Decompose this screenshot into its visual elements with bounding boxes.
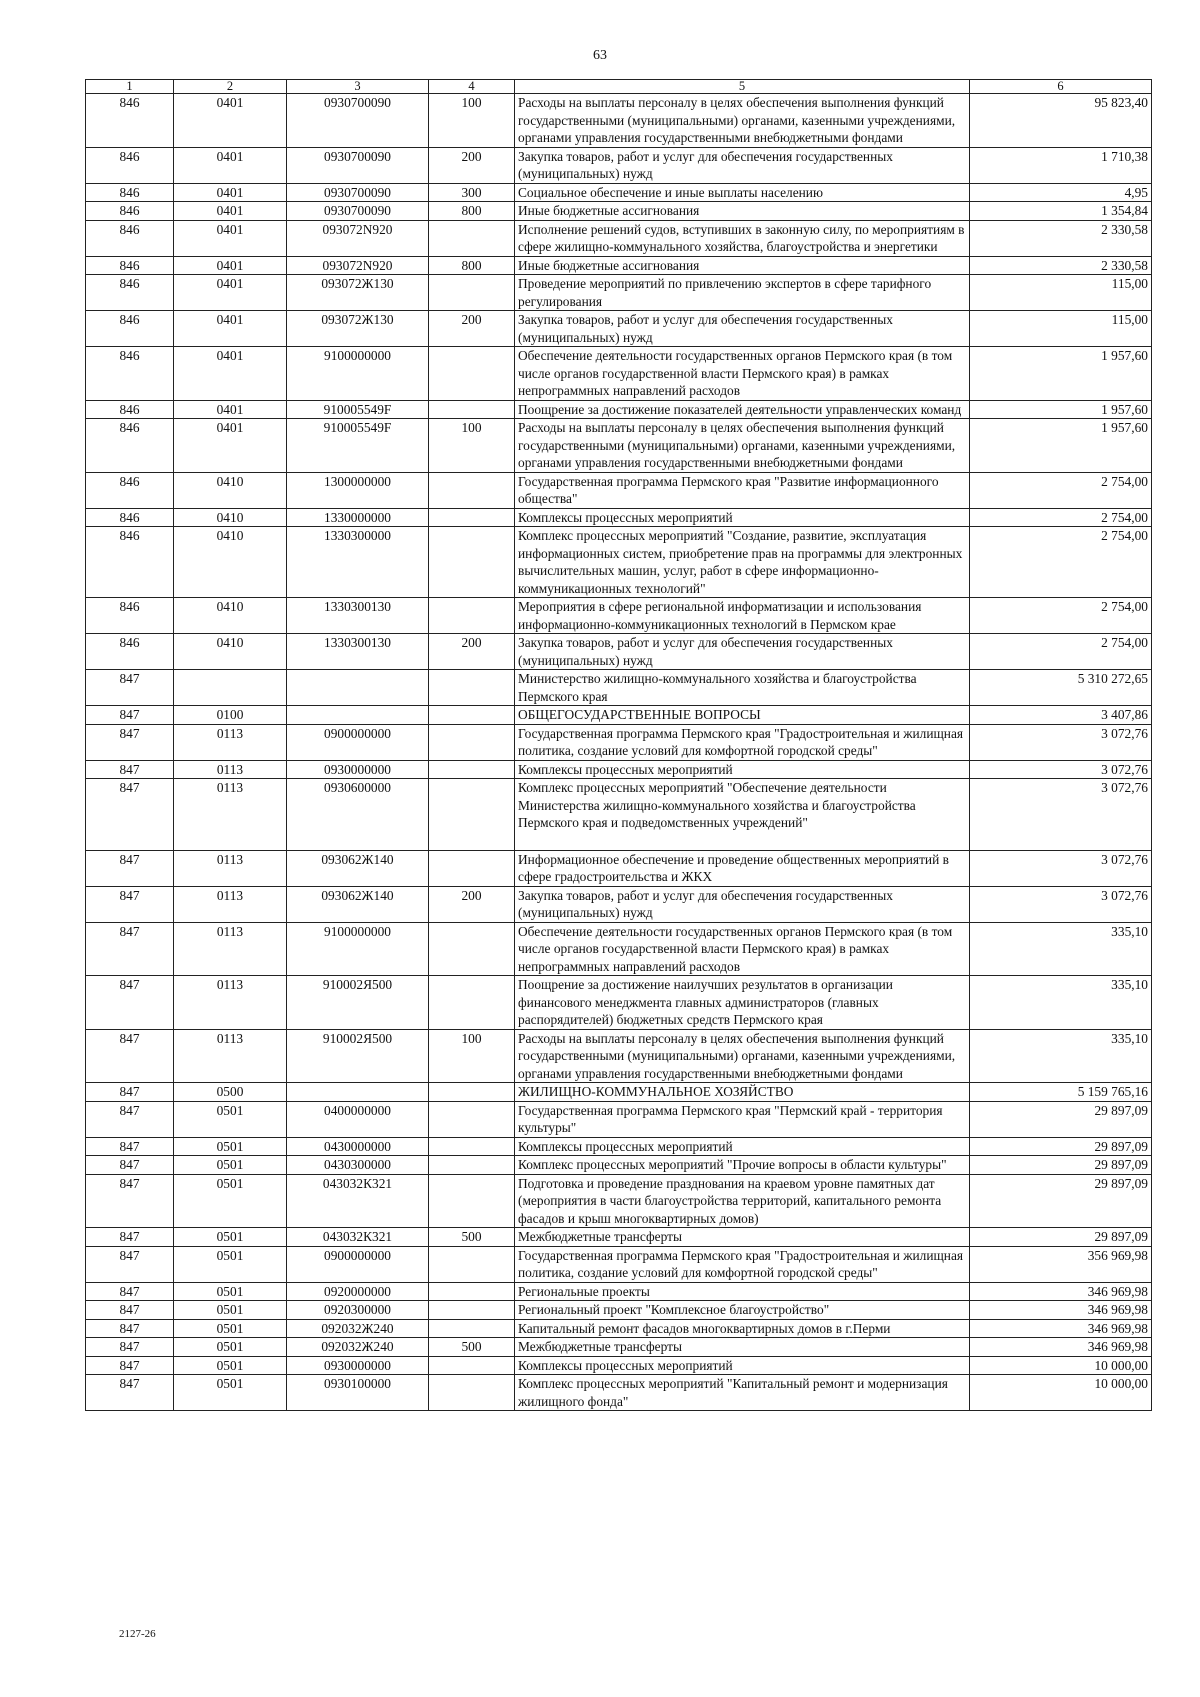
amount-cell: 346 969,98 <box>970 1338 1152 1357</box>
admin-code-cell: 846 <box>86 94 174 148</box>
section-code-cell: 0501 <box>174 1174 287 1228</box>
target-item-cell: 1300000000 <box>287 472 429 508</box>
table-row <box>86 1282 1152 1301</box>
target-item-cell: 0930600000 <box>287 779 429 851</box>
target-item-cell <box>287 1083 429 1102</box>
admin-code-cell: 846 <box>86 419 174 473</box>
expense-type-cell <box>429 850 515 886</box>
expense-type-cell: 800 <box>429 256 515 275</box>
expense-type-cell <box>429 1375 515 1411</box>
expense-type-cell <box>429 1301 515 1320</box>
amount-cell: 346 969,98 <box>970 1319 1152 1338</box>
target-item-cell: 1330300000 <box>287 527 429 598</box>
description-cell: Обеспечение деятельности государственных органов Пермского края (в том числе органов государственной власти Пермского края) в рамках непрограммных направлений расходов <box>515 347 970 401</box>
amount-cell: 3 407,86 <box>970 706 1152 725</box>
table-row <box>86 598 1152 634</box>
target-item-cell: 0920000000 <box>287 1282 429 1301</box>
section-code-cell: 0401 <box>174 311 287 347</box>
amount-cell: 2 754,00 <box>970 508 1152 527</box>
target-item-cell: 0930000000 <box>287 1356 429 1375</box>
target-item-cell: 093062Ж140 <box>287 886 429 922</box>
section-code-cell: 0410 <box>174 472 287 508</box>
section-code-cell: 0401 <box>174 147 287 183</box>
section-code-cell: 0501 <box>174 1101 287 1137</box>
target-item-cell: 092032Ж240 <box>287 1338 429 1357</box>
target-item-cell: 093072Ж130 <box>287 311 429 347</box>
section-code-cell: 0500 <box>174 1083 287 1102</box>
amount-cell: 3 072,76 <box>970 886 1152 922</box>
expense-type-cell <box>429 724 515 760</box>
target-item-cell: 0900000000 <box>287 1246 429 1282</box>
admin-code-cell: 847 <box>86 1174 174 1228</box>
table-row <box>86 760 1152 779</box>
table-row <box>86 347 1152 401</box>
expense-type-cell: 100 <box>429 419 515 473</box>
target-item-cell: 9100000000 <box>287 922 429 976</box>
table-row <box>86 508 1152 527</box>
admin-code-cell: 847 <box>86 922 174 976</box>
table-row <box>86 202 1152 221</box>
target-item-cell: 1330300130 <box>287 634 429 670</box>
expense-type-cell <box>429 706 515 725</box>
admin-code-cell: 847 <box>86 1338 174 1357</box>
amount-cell: 335,10 <box>970 976 1152 1030</box>
description-cell: Поощрение за достижение показателей деятельности управленческих команд <box>515 400 970 419</box>
amount-cell: 29 897,09 <box>970 1156 1152 1175</box>
target-item-cell: 910002Я500 <box>287 976 429 1030</box>
target-item-cell: 0930100000 <box>287 1375 429 1411</box>
description-cell: Комплекс процессных мероприятий "Создание, развитие, эксплуатация информационных систем, приобретение прав на программы для электронных вычислительных машин, услуг, работ в сфере информационно-коммуникационных технологий" <box>515 527 970 598</box>
description-cell: Мероприятия в сфере региональной информатизации и использования информационно-коммуникационных технологий в Пермском крае <box>515 598 970 634</box>
column-header: 6 <box>970 80 1152 94</box>
amount-cell: 3 072,76 <box>970 850 1152 886</box>
admin-code-cell: 846 <box>86 400 174 419</box>
admin-code-cell: 846 <box>86 183 174 202</box>
target-item-cell: 092032Ж240 <box>287 1319 429 1338</box>
description-cell: Подготовка и проведение празднования на краевом уровне памятных дат (мероприятия в части благоустройства территорий, капитального ремонта фасадов и крыш многоквартирных домов) <box>515 1174 970 1228</box>
admin-code-cell: 847 <box>86 1301 174 1320</box>
description-cell: Расходы на выплаты персоналу в целях обеспечения выполнения функций государственными (муниципальными) органами, казенными учреждениями, органами управления государственными внебюджетными фондами <box>515 419 970 473</box>
description-cell: Комплексы процессных мероприятий <box>515 760 970 779</box>
expense-type-cell: 500 <box>429 1228 515 1247</box>
table-row <box>86 1246 1152 1282</box>
expense-type-cell <box>429 760 515 779</box>
amount-cell: 29 897,09 <box>970 1101 1152 1137</box>
amount-cell: 10 000,00 <box>970 1356 1152 1375</box>
expense-type-cell <box>429 1083 515 1102</box>
table-row <box>86 472 1152 508</box>
section-code-cell: 0401 <box>174 419 287 473</box>
amount-cell: 5 310 272,65 <box>970 670 1152 706</box>
admin-code-cell: 847 <box>86 976 174 1030</box>
amount-cell: 335,10 <box>970 1029 1152 1083</box>
table-row <box>86 1029 1152 1083</box>
section-code-cell <box>174 670 287 706</box>
expense-type-cell <box>429 527 515 598</box>
table-row <box>86 183 1152 202</box>
description-cell: Государственная программа Пермского края "Пермский край - территория культуры" <box>515 1101 970 1137</box>
target-item-cell: 0900000000 <box>287 724 429 760</box>
description-cell: Межбюджетные трансферты <box>515 1228 970 1247</box>
description-cell: Государственная программа Пермского края "Развитие информационного общества" <box>515 472 970 508</box>
admin-code-cell: 847 <box>86 850 174 886</box>
target-item-cell: 093062Ж140 <box>287 850 429 886</box>
table-row <box>86 976 1152 1030</box>
description-cell: Закупка товаров, работ и услуг для обеспечения государственных (муниципальных) нужд <box>515 634 970 670</box>
amount-cell: 1 710,38 <box>970 147 1152 183</box>
table-row <box>86 1301 1152 1320</box>
description-cell: Комплекс процессных мероприятий "Прочие вопросы в области культуры" <box>515 1156 970 1175</box>
expense-type-cell: 300 <box>429 183 515 202</box>
table-row <box>86 922 1152 976</box>
table-row <box>86 706 1152 725</box>
admin-code-cell: 847 <box>86 1282 174 1301</box>
expense-type-cell <box>429 922 515 976</box>
expense-type-cell <box>429 779 515 851</box>
section-code-cell: 0501 <box>174 1319 287 1338</box>
section-code-cell: 0113 <box>174 922 287 976</box>
table-row <box>86 527 1152 598</box>
column-header: 4 <box>429 80 515 94</box>
description-cell: Комплексы процессных мероприятий <box>515 508 970 527</box>
amount-cell: 29 897,09 <box>970 1137 1152 1156</box>
expense-type-cell: 500 <box>429 1338 515 1357</box>
header-row <box>86 80 1152 94</box>
footer-code: 2127-26 <box>119 1628 156 1640</box>
expense-type-cell <box>429 598 515 634</box>
target-item-cell: 910005549F <box>287 419 429 473</box>
target-item-cell: 043032К321 <box>287 1174 429 1228</box>
description-cell: ЖИЛИЩНО-КОММУНАЛЬНОЕ ХОЗЯЙСТВО <box>515 1083 970 1102</box>
table-row <box>86 1319 1152 1338</box>
amount-cell: 4,95 <box>970 183 1152 202</box>
admin-code-cell: 847 <box>86 706 174 725</box>
admin-code-cell: 847 <box>86 1228 174 1247</box>
target-item-cell: 0920300000 <box>287 1301 429 1320</box>
table-row <box>86 1137 1152 1156</box>
expense-type-cell <box>429 976 515 1030</box>
amount-cell: 3 072,76 <box>970 724 1152 760</box>
description-cell: Региональные проекты <box>515 1282 970 1301</box>
section-code-cell: 0410 <box>174 508 287 527</box>
amount-cell: 29 897,09 <box>970 1174 1152 1228</box>
target-item-cell: 0930700090 <box>287 202 429 221</box>
amount-cell: 335,10 <box>970 922 1152 976</box>
expense-type-cell <box>429 670 515 706</box>
section-code-cell: 0501 <box>174 1228 287 1247</box>
admin-code-cell: 846 <box>86 202 174 221</box>
description-cell: Расходы на выплаты персоналу в целях обеспечения выполнения функций государственными (муниципальными) органами, казенными учреждениями, органами управления государственными внебюджетными фондами <box>515 1029 970 1083</box>
admin-code-cell: 847 <box>86 724 174 760</box>
description-cell: Государственная программа Пермского края "Градостроительная и жилищная политика, создание условий для комфортной городской среды" <box>515 1246 970 1282</box>
expense-type-cell <box>429 1282 515 1301</box>
admin-code-cell: 847 <box>86 1137 174 1156</box>
column-header: 2 <box>174 80 287 94</box>
admin-code-cell: 847 <box>86 886 174 922</box>
section-code-cell: 0401 <box>174 275 287 311</box>
target-item-cell: 1330300130 <box>287 598 429 634</box>
amount-cell: 1 957,60 <box>970 419 1152 473</box>
target-item-cell: 910002Я500 <box>287 1029 429 1083</box>
table-row <box>86 1174 1152 1228</box>
amount-cell: 2 330,58 <box>970 256 1152 275</box>
section-code-cell: 0113 <box>174 886 287 922</box>
table-row <box>86 147 1152 183</box>
expense-type-cell: 200 <box>429 147 515 183</box>
amount-cell: 2 754,00 <box>970 527 1152 598</box>
table-row <box>86 311 1152 347</box>
expense-type-cell <box>429 1156 515 1175</box>
table-row <box>86 220 1152 256</box>
target-item-cell: 093072Ж130 <box>287 275 429 311</box>
target-item-cell: 043032К321 <box>287 1228 429 1247</box>
admin-code-cell: 846 <box>86 634 174 670</box>
section-code-cell: 0501 <box>174 1246 287 1282</box>
target-item-cell: 0930000000 <box>287 760 429 779</box>
expense-type-cell <box>429 472 515 508</box>
table-row <box>86 256 1152 275</box>
description-cell: Обеспечение деятельности государственных органов Пермского края (в том числе органов государственной власти Пермского края) в рамках непрограммных направлений расходов <box>515 922 970 976</box>
target-item-cell: 0430000000 <box>287 1137 429 1156</box>
description-cell: ОБЩЕГОСУДАРСТВЕННЫЕ ВОПРОСЫ <box>515 706 970 725</box>
target-item-cell: 0930700090 <box>287 147 429 183</box>
section-code-cell: 0501 <box>174 1338 287 1357</box>
admin-code-cell: 846 <box>86 311 174 347</box>
description-cell: Закупка товаров, работ и услуг для обеспечения государственных (муниципальных) нужд <box>515 311 970 347</box>
admin-code-cell: 847 <box>86 1156 174 1175</box>
expense-type-cell <box>429 1101 515 1137</box>
description-cell: Комплексы процессных мероприятий <box>515 1137 970 1156</box>
expense-type-cell: 100 <box>429 1029 515 1083</box>
amount-cell: 1 957,60 <box>970 400 1152 419</box>
admin-code-cell: 846 <box>86 220 174 256</box>
amount-cell: 10 000,00 <box>970 1375 1152 1411</box>
section-code-cell: 0401 <box>174 94 287 148</box>
amount-cell: 115,00 <box>970 275 1152 311</box>
section-code-cell: 0401 <box>174 400 287 419</box>
description-cell: Проведение мероприятий по привлечению экспертов в сфере тарифного регулирования <box>515 275 970 311</box>
description-cell: Информационное обеспечение и проведение общественных мероприятий в сфере градостроительства и ЖКХ <box>515 850 970 886</box>
description-cell: Комплекс процессных мероприятий "Капитальный ремонт и модернизация жилищного фонда" <box>515 1375 970 1411</box>
column-header: 5 <box>515 80 970 94</box>
amount-cell: 1 957,60 <box>970 347 1152 401</box>
table-row <box>86 850 1152 886</box>
amount-cell: 95 823,40 <box>970 94 1152 148</box>
section-code-cell: 0501 <box>174 1375 287 1411</box>
description-cell: Межбюджетные трансферты <box>515 1338 970 1357</box>
section-code-cell: 0401 <box>174 183 287 202</box>
target-item-cell: 9100000000 <box>287 347 429 401</box>
description-cell: Иные бюджетные ассигнования <box>515 202 970 221</box>
expense-type-cell: 100 <box>429 94 515 148</box>
description-cell: Министерство жилищно-коммунального хозяйства и благоустройства Пермского края <box>515 670 970 706</box>
description-cell: Закупка товаров, работ и услуг для обеспечения государственных (муниципальных) нужд <box>515 147 970 183</box>
table-row <box>86 1083 1152 1102</box>
admin-code-cell: 847 <box>86 1101 174 1137</box>
amount-cell: 346 969,98 <box>970 1301 1152 1320</box>
amount-cell: 356 969,98 <box>970 1246 1152 1282</box>
section-code-cell: 0501 <box>174 1137 287 1156</box>
amount-cell: 2 330,58 <box>970 220 1152 256</box>
budget-table <box>85 79 1152 1411</box>
expense-type-cell <box>429 400 515 419</box>
section-code-cell: 0113 <box>174 1029 287 1083</box>
description-cell: Государственная программа Пермского края "Градостроительная и жилищная политика, создание условий для комфортной городской среды" <box>515 724 970 760</box>
admin-code-cell: 846 <box>86 598 174 634</box>
column-header: 3 <box>287 80 429 94</box>
admin-code-cell: 846 <box>86 527 174 598</box>
section-code-cell: 0113 <box>174 779 287 851</box>
expense-type-cell <box>429 1137 515 1156</box>
table-row <box>86 275 1152 311</box>
section-code-cell: 0113 <box>174 724 287 760</box>
description-cell: Капитальный ремонт фасадов многоквартирных домов в г.Перми <box>515 1319 970 1338</box>
page-number: 63 <box>593 48 607 63</box>
expense-type-cell <box>429 220 515 256</box>
admin-code-cell: 847 <box>86 1375 174 1411</box>
amount-cell: 2 754,00 <box>970 634 1152 670</box>
amount-cell: 3 072,76 <box>970 760 1152 779</box>
section-code-cell: 0410 <box>174 634 287 670</box>
target-item-cell <box>287 670 429 706</box>
section-code-cell: 0501 <box>174 1156 287 1175</box>
admin-code-cell: 847 <box>86 1246 174 1282</box>
expense-type-cell <box>429 1319 515 1338</box>
table-body <box>86 94 1152 1411</box>
expense-type-cell <box>429 1246 515 1282</box>
expense-type-cell: 200 <box>429 311 515 347</box>
section-code-cell: 0410 <box>174 527 287 598</box>
description-cell: Исполнение решений судов, вступивших в законную силу, по мероприятиям в сфере жилищно-коммунального хозяйства, благоустройства и энергетики <box>515 220 970 256</box>
table-row <box>86 1101 1152 1137</box>
target-item-cell: 093072N920 <box>287 220 429 256</box>
admin-code-cell: 847 <box>86 1319 174 1338</box>
section-code-cell: 0501 <box>174 1301 287 1320</box>
section-code-cell: 0100 <box>174 706 287 725</box>
section-code-cell: 0401 <box>174 347 287 401</box>
admin-code-cell: 847 <box>86 1083 174 1102</box>
admin-code-cell: 847 <box>86 779 174 851</box>
target-item-cell: 0430300000 <box>287 1156 429 1175</box>
target-item-cell: 093072N920 <box>287 256 429 275</box>
table-row <box>86 1356 1152 1375</box>
section-code-cell: 0501 <box>174 1282 287 1301</box>
section-code-cell: 0410 <box>174 598 287 634</box>
table-row <box>86 1338 1152 1357</box>
amount-cell: 2 754,00 <box>970 598 1152 634</box>
description-cell: Комплексы процессных мероприятий <box>515 1356 970 1375</box>
expense-type-cell <box>429 275 515 311</box>
admin-code-cell: 846 <box>86 472 174 508</box>
admin-code-cell: 847 <box>86 1356 174 1375</box>
amount-cell: 29 897,09 <box>970 1228 1152 1247</box>
admin-code-cell: 846 <box>86 275 174 311</box>
table-row <box>86 94 1152 148</box>
admin-code-cell: 847 <box>86 670 174 706</box>
amount-cell: 5 159 765,16 <box>970 1083 1152 1102</box>
table-row <box>86 724 1152 760</box>
admin-code-cell: 846 <box>86 147 174 183</box>
description-cell: Поощрение за достижение наилучших результатов в организации финансового менеджмента главных администраторов (главных распорядителей) бюджетных средств Пермского края <box>515 976 970 1030</box>
section-code-cell: 0501 <box>174 1356 287 1375</box>
expense-type-cell <box>429 347 515 401</box>
target-item-cell <box>287 706 429 725</box>
table-row <box>86 779 1152 851</box>
section-code-cell: 0113 <box>174 976 287 1030</box>
amount-cell: 3 072,76 <box>970 779 1152 851</box>
section-code-cell: 0113 <box>174 760 287 779</box>
table-row <box>86 400 1152 419</box>
description-cell: Иные бюджетные ассигнования <box>515 256 970 275</box>
amount-cell: 1 354,84 <box>970 202 1152 221</box>
admin-code-cell: 846 <box>86 508 174 527</box>
table-row <box>86 1375 1152 1411</box>
admin-code-cell: 847 <box>86 1029 174 1083</box>
table-row <box>86 1156 1152 1175</box>
section-code-cell: 0401 <box>174 202 287 221</box>
table-row <box>86 1228 1152 1247</box>
description-cell: Закупка товаров, работ и услуг для обеспечения государственных (муниципальных) нужд <box>515 886 970 922</box>
description-cell: Расходы на выплаты персоналу в целях обеспечения выполнения функций государственными (муниципальными) органами, казенными учреждениями, органами управления государственными внебюджетными фондами <box>515 94 970 148</box>
section-code-cell: 0401 <box>174 220 287 256</box>
amount-cell: 2 754,00 <box>970 472 1152 508</box>
admin-code-cell: 847 <box>86 760 174 779</box>
section-code-cell: 0113 <box>174 850 287 886</box>
description-cell: Социальное обеспечение и иные выплаты населению <box>515 183 970 202</box>
target-item-cell: 1330000000 <box>287 508 429 527</box>
expense-type-cell: 200 <box>429 886 515 922</box>
amount-cell: 346 969,98 <box>970 1282 1152 1301</box>
admin-code-cell: 846 <box>86 256 174 275</box>
target-item-cell: 910005549F <box>287 400 429 419</box>
description-cell: Региональный проект "Комплексное благоустройство" <box>515 1301 970 1320</box>
expense-type-cell <box>429 1356 515 1375</box>
target-item-cell: 0400000000 <box>287 1101 429 1137</box>
target-item-cell: 0930700090 <box>287 94 429 148</box>
column-header: 1 <box>86 80 174 94</box>
section-code-cell: 0401 <box>174 256 287 275</box>
table-row <box>86 886 1152 922</box>
table-row <box>86 419 1152 473</box>
expense-type-cell: 800 <box>429 202 515 221</box>
admin-code-cell: 846 <box>86 347 174 401</box>
expense-type-cell: 200 <box>429 634 515 670</box>
amount-cell: 115,00 <box>970 311 1152 347</box>
expense-type-cell <box>429 508 515 527</box>
expense-type-cell <box>429 1174 515 1228</box>
target-item-cell: 0930700090 <box>287 183 429 202</box>
description-cell: Комплекс процессных мероприятий "Обеспечение деятельности Министерства жилищно-коммунального хозяйства и благоустройства Пермского края и подведомственных учреждений" <box>515 779 970 851</box>
table-row <box>86 634 1152 670</box>
table-row <box>86 670 1152 706</box>
